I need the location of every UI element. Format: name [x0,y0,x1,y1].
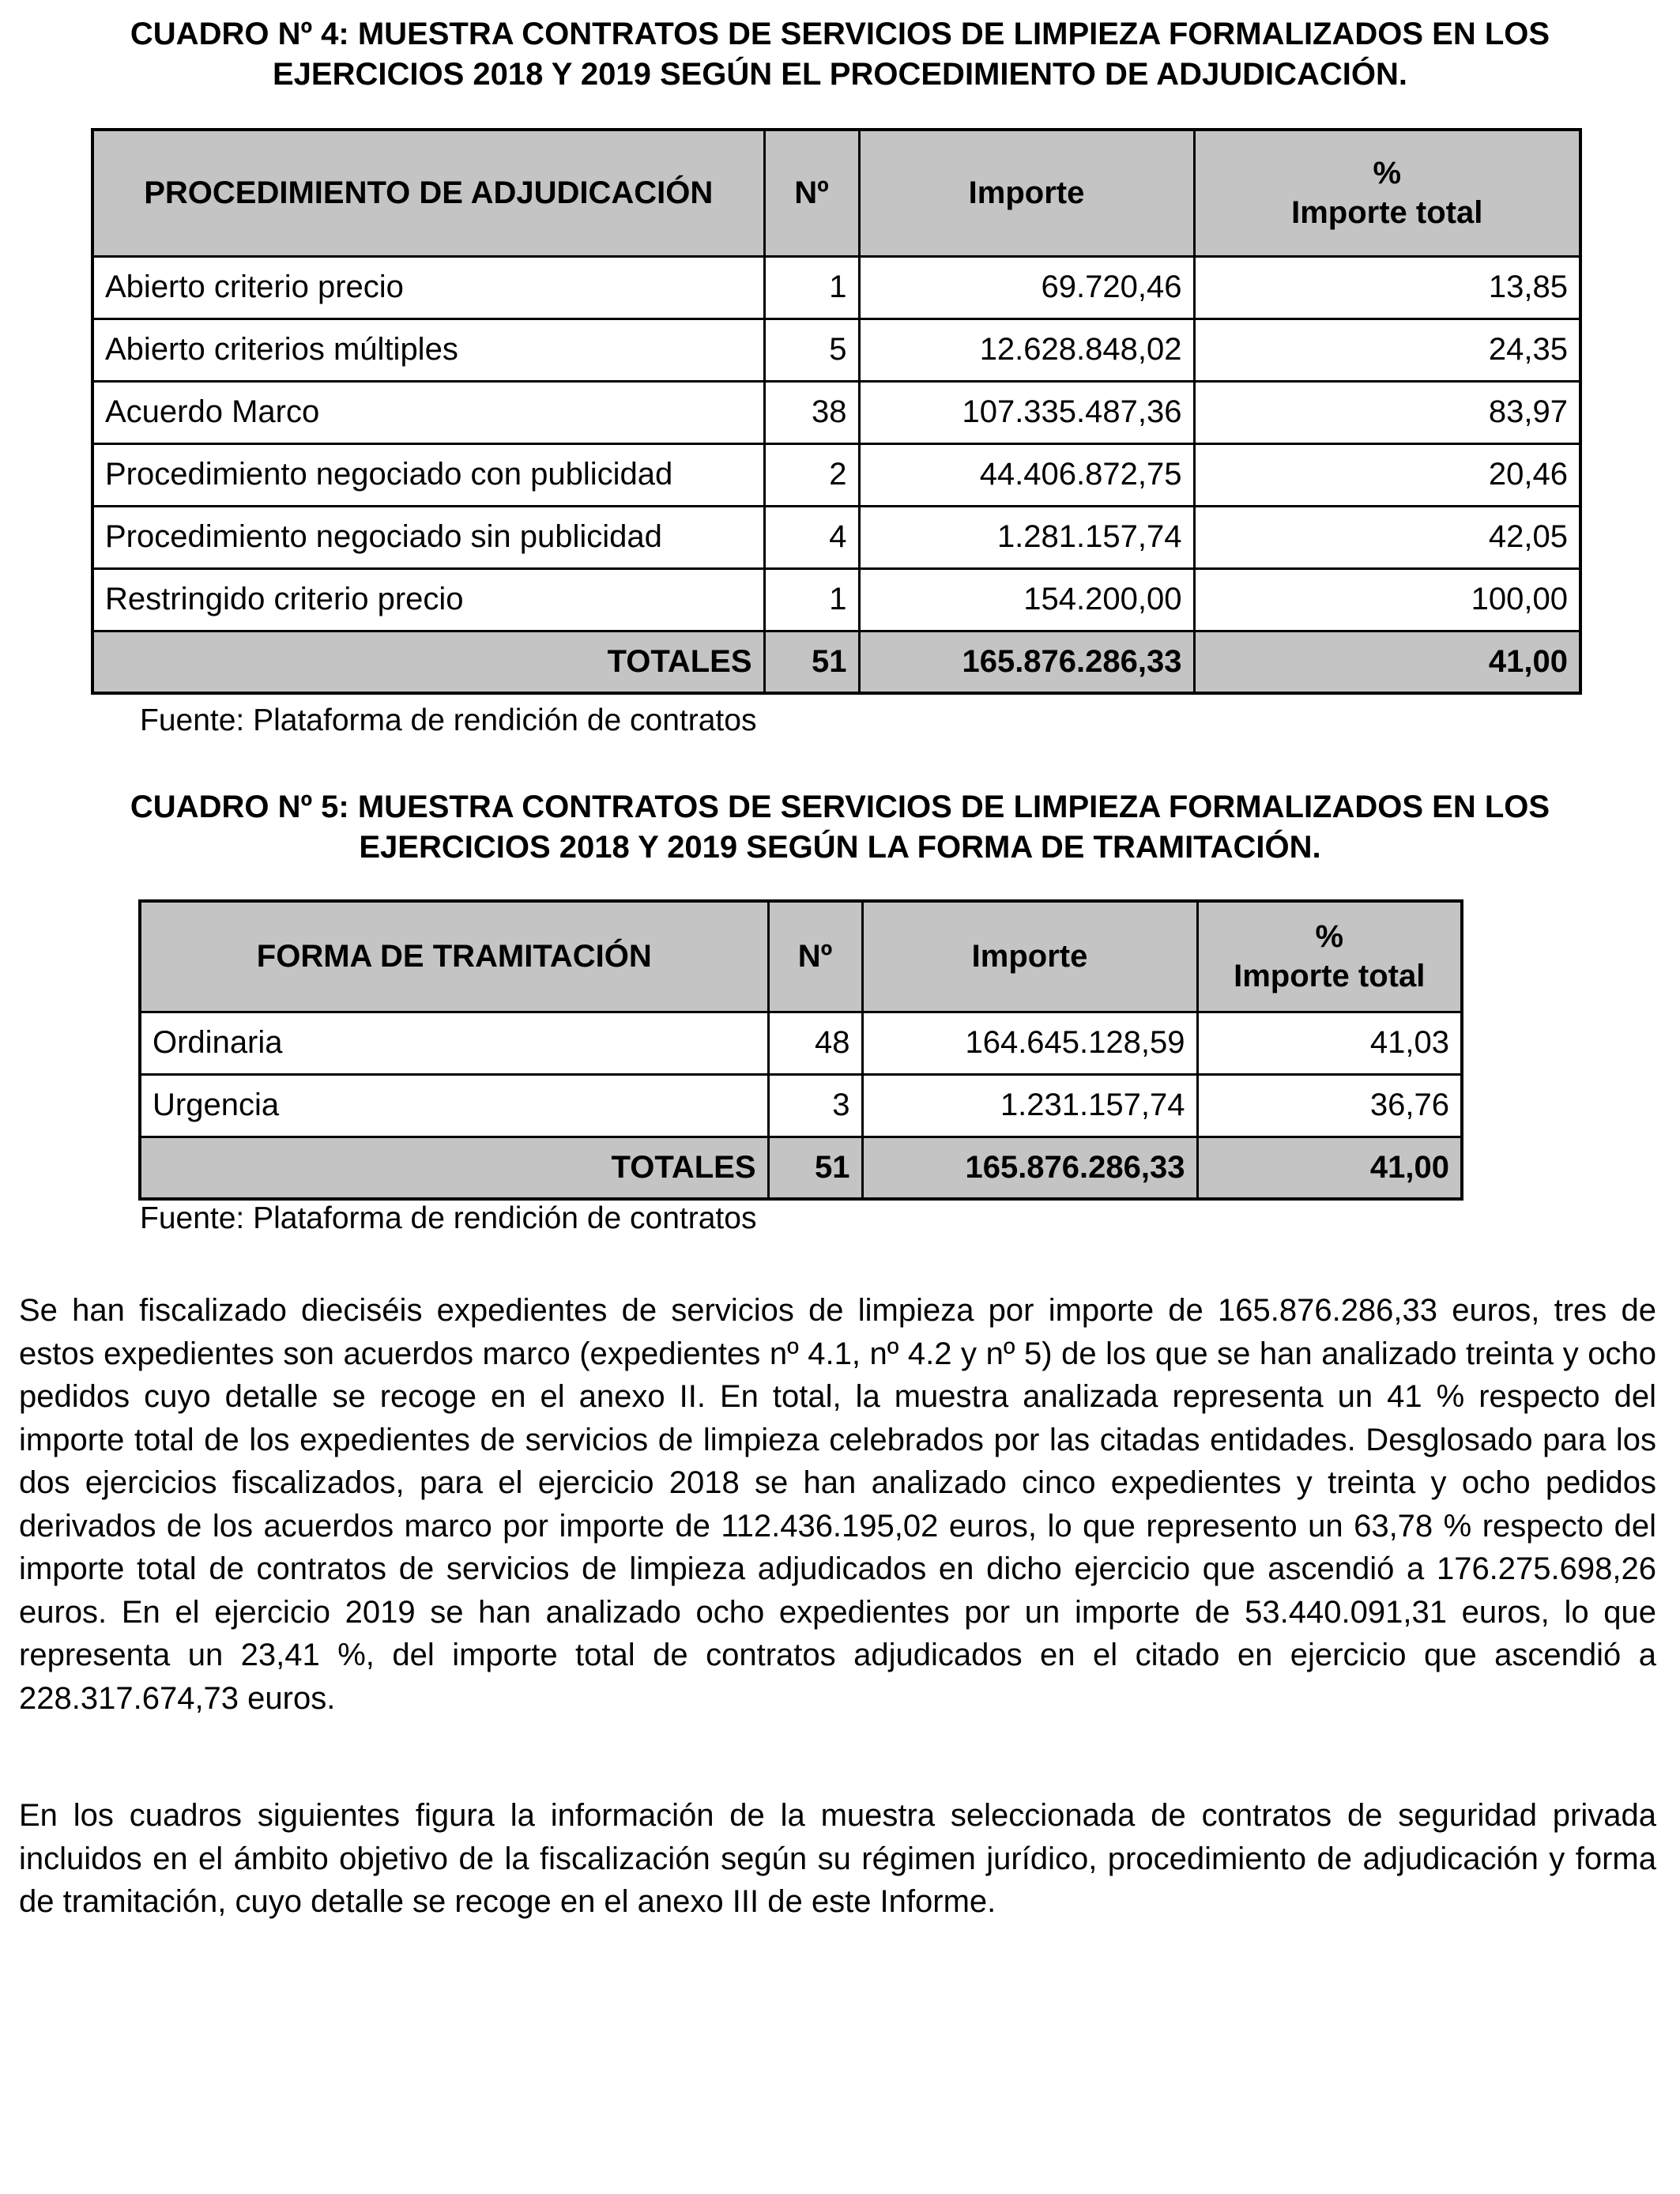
table4-header-n: Nº [764,130,859,256]
table-row [92,381,1580,443]
row-label: Procedimiento negociado sin publicidad [92,506,764,568]
table5-source: Fuente: Plataforma de rendición de contratos [140,1201,757,1235]
totals-importe: 165.876.286,33 [859,631,1194,693]
totals-label: TOTALES [92,631,764,693]
row-label: Abierto criterio precio [92,256,764,319]
table-row [92,568,1580,631]
table4-caption-line1: CUADRO Nº 4: MUESTRA CONTRATOS DE SERVICIOS DE LIMPIEZA FORMALIZADOS EN LOS [130,17,1550,51]
table5-caption-line1: CUADRO Nº 5: MUESTRA CONTRATOS DE SERVICIOS DE LIMPIEZA FORMALIZADOS EN LOS [130,790,1550,824]
table4-header-pct-label: Importe total [1291,195,1483,231]
table4-source: Fuente: Plataforma de rendición de contratos [140,703,757,737]
table5-header-row [140,901,1462,1012]
table5-header-pct-label: Importe total [1234,959,1426,994]
table5-totals-row [140,1137,1462,1199]
table5-header-pct [1197,901,1462,1012]
table-row [92,506,1580,568]
table4-caption-line2: EJERCICIOS 2018 Y 2019 SEGÚN EL PROCEDIMIENTO DE ADJUDICACIÓN. [273,57,1407,92]
row-importe: 107.335.487,36 [859,381,1194,443]
table-row [140,1074,1462,1137]
table4-header-procedure: PROCEDIMIENTO DE ADJUDICACIÓN [92,130,764,256]
row-label: Ordinaria [140,1012,768,1074]
row-importe: 69.720,46 [859,256,1194,319]
table4-header-row [92,130,1580,256]
row-importe: 1.231.157,74 [862,1074,1197,1137]
row-pct: 13,85 [1194,256,1580,319]
table5-caption-line2: EJERCICIOS 2018 Y 2019 SEGÚN LA FORMA DE TRAMITACIÓN. [359,830,1321,865]
row-n: 48 [768,1012,862,1074]
table5 [138,899,1463,1201]
table-row [92,443,1580,506]
row-importe: 1.281.157,74 [859,506,1194,568]
row-n: 5 [764,319,859,381]
row-pct: 41,03 [1197,1012,1462,1074]
row-label: Urgencia [140,1074,768,1137]
table4-header-importe: Importe [859,130,1194,256]
row-pct: 100,00 [1194,568,1580,631]
row-n: 1 [764,256,859,319]
totals-n: 51 [764,631,859,693]
table4-header-pct-symbol: % [1373,156,1402,191]
row-importe: 12.628.848,02 [859,319,1194,381]
totals-pct: 41,00 [1197,1137,1462,1199]
table5-header-forma: FORMA DE TRAMITACIÓN [140,901,768,1012]
totals-n: 51 [768,1137,862,1199]
row-n: 38 [764,381,859,443]
table4-caption [63,14,1617,95]
table5-caption [63,787,1617,868]
table4 [91,128,1582,695]
row-label: Abierto criterios múltiples [92,319,764,381]
row-pct: 42,05 [1194,506,1580,568]
row-pct: 20,46 [1194,443,1580,506]
row-n: 4 [764,506,859,568]
row-pct: 83,97 [1194,381,1580,443]
table4-totals-row [92,631,1580,693]
row-pct: 36,76 [1197,1074,1462,1137]
row-pct: 24,35 [1194,319,1580,381]
totals-importe: 165.876.286,33 [862,1137,1197,1199]
row-n: 2 [764,443,859,506]
row-label: Procedimiento negociado con publicidad [92,443,764,506]
table5-header-pct-symbol: % [1315,919,1344,955]
table-row [92,319,1580,381]
table4-header-pct [1194,130,1580,256]
row-n: 1 [764,568,859,631]
row-importe: 44.406.872,75 [859,443,1194,506]
row-n: 3 [768,1074,862,1137]
row-importe: 154.200,00 [859,568,1194,631]
row-importe: 164.645.128,59 [862,1012,1197,1074]
totals-label: TOTALES [140,1137,768,1199]
totals-pct: 41,00 [1194,631,1580,693]
body-paragraph-2: En los cuadros siguientes figura la información de la muestra seleccionada de contratos de seguridad privada incluidos en el ámbito objetivo de la fiscalización según su régimen jurídico, procedimiento de adjudicación y forma de tramitación, cuyo detalle se recoge en el anexo III de este Informe. [19,1798,1656,1919]
table5-header-n: Nº [768,901,862,1012]
table-row [92,256,1580,319]
row-label: Acuerdo Marco [92,381,764,443]
table-row [140,1012,1462,1074]
row-label: Restringido criterio precio [92,568,764,631]
body-paragraph-1: Se han fiscalizado dieciséis expedientes de servicios de limpieza por importe de 165.876.286,33 euros, tres de estos expedientes son acuerdos marco (expedientes nº 4.1, nº 4.2 y nº 5) de los que se han analizado treinta y ocho pedidos cuyo detalle se recoge en el anexo II. En total, la muestra analizada representa un 41 % respecto del importe total de los expedientes de servicios de limpieza celebrados por las citadas entidades. Desglosado para los dos ejercicios fiscalizados, para el ejercicio 2018 se han analizado cinco expedientes y treinta y ocho pedidos derivados de los acuerdos marco por importe de 112.436.195,02 euros, lo que represento un 63,78 % respecto del importe total de contratos de servicios de limpieza adjudicados en dicho ejercicio que ascendió a 176.275.698,26 euros. En el ejercicio 2019 se han analizado ocho expedientes por un importe de 53.440.091,31 euros, lo que representa un 23,41 %, del importe total de contratos adjudicados en el citado en ejercicio que ascendió a 228.317.674,73 euros. [19,1293,1656,1716]
table5-header-importe: Importe [862,901,1197,1012]
